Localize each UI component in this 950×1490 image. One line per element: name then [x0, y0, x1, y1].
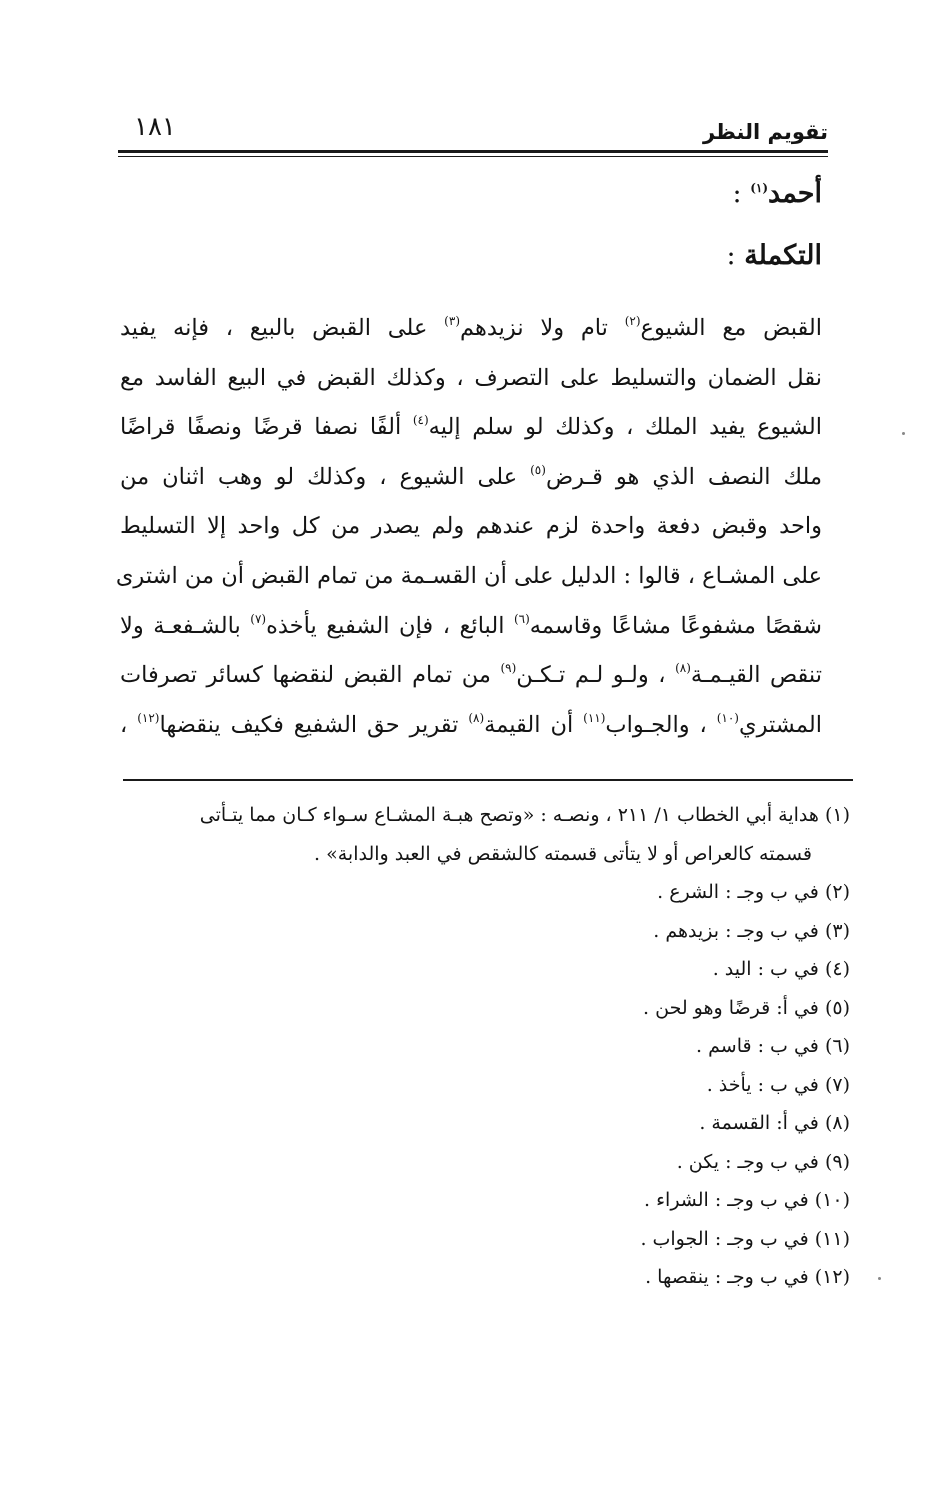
paragraph-line: القبض مع الشيوع$^{(٢)}$ تام ولا نزيدهم$^{(٣)}$ على القبض بالبيع ، فإنه يفيد [120, 314, 822, 341]
header-rule-thin [118, 156, 828, 157]
footnote-ref: (٧) [250, 611, 267, 626]
heading-ahmad [120, 174, 822, 214]
footnote-number: (١١) [814, 1227, 850, 1250]
footnote-separator [123, 779, 853, 781]
footnote-ref: (٨) [468, 710, 485, 725]
footnote-number: (٤) [824, 958, 850, 980]
footnote-number: (٥) [824, 996, 850, 1019]
paragraph-line: شقصًا مشفوعًا مشاعًا وقاسمه$^{(٦)}$ البائع ، فإن الشفيع يأخذه$^{(٧)}$ بالشـفعـة ولا [120, 611, 822, 639]
paragraph-line: تنقص القيـمـة$^{(٨)}$ ، ولـو لـم تـكـن$^{(٩)}$ من تمام القبض لنقضها كسائر تصرفات [120, 661, 822, 689]
footnote-text-continued: قسمته كالعراص أو لا يتأتى قسمته كالشقص في العبد والدابة» . [314, 842, 812, 865]
footnote-item [110, 796, 850, 873]
footnote-item [110, 1104, 850, 1143]
footnote-item [110, 873, 850, 912]
footnote-text: في ب وجـ : الشراء . [644, 1189, 809, 1211]
footnote-item [110, 1181, 850, 1220]
footnote-ref: (٥) [530, 462, 546, 477]
footnote-ref: (٨) [675, 661, 691, 676]
heading-colon: : [732, 178, 742, 209]
footnote-text: في ب : يأخذ . [706, 1073, 819, 1096]
paragraph-line: ملك النصف الذي هو قـرض$^{(٥)}$ على الشيوع ، وكذلك لو وهب اثنان من [120, 462, 822, 490]
scan-speck [902, 432, 905, 435]
footnote-text: في ب وجـ : الشرع . [657, 881, 819, 903]
footnote-ref: (١٠) [716, 710, 739, 725]
paragraph-line: واحد وقبض دفعة واحدة لزم عندهم ولم يصدر من كل واحد إلا التسليط [120, 513, 822, 540]
footnote-number: (١) [824, 804, 850, 826]
footnotes [110, 796, 850, 1297]
running-title: تقويم النظر [702, 120, 828, 144]
footnote-number: (١٠) [814, 1189, 850, 1211]
footnote-item [110, 1143, 850, 1182]
footnote-number: (٦) [824, 1035, 850, 1057]
footnote-number: (٣) [824, 919, 850, 942]
footnote-number: (٩) [824, 1150, 850, 1173]
footnote-item [110, 1220, 850, 1259]
heading-ahmad-text: أحمد [768, 178, 822, 209]
scan-speck [878, 1277, 881, 1280]
paragraph-line: المشتري$^{(١٠)}$ ، والجـواب$^{(١١)}$ أن القيمة$^{(٨)}$ تقرير حق الشفيع فكيف ينقضها$^{(١٢)}$ ، [120, 710, 822, 738]
footnote-text: في أ: قرضًا وهو لحن . [643, 996, 819, 1019]
footnote-ref: (٦) [513, 611, 530, 626]
footnote-text: في أ: القسمة . [699, 1112, 819, 1134]
paragraph-line: نقل الضمان والتسليط على التصرف ، وكذلك القبض في البيع الفاسد مع [120, 364, 822, 391]
footnote-item [110, 1066, 850, 1105]
main-text [115, 162, 822, 750]
footnote-ref: (٣) [444, 314, 460, 328]
footnote-ref: (١١) [583, 710, 606, 725]
heading-colon: : [726, 240, 736, 271]
footnote-ref: (٩) [500, 661, 517, 676]
footnote-item [110, 1258, 850, 1297]
footnote-number: (٧) [824, 1073, 850, 1096]
paragraph-line: الشيوع يفيد الملك ، وكذلك لو سلم إليه$^{(٤)}$ ألفًا نصفا قرضًا ونصفًا قراضًا [120, 413, 822, 441]
main-paragraph [115, 304, 822, 750]
footnote-number: (٢) [824, 881, 850, 903]
footnote-text: في ب وجـ : ينقصها . [645, 1266, 809, 1288]
paragraph-line: على المشـاع ، قالوا : الدليل على أن القسـمة من تمام القبض أن من اشترى [115, 562, 822, 589]
footnote-ref: (١) [750, 181, 769, 195]
page-number: ١٨١ [134, 112, 176, 142]
footnote-number: (١٢) [814, 1266, 850, 1288]
footnote-text: في ب وجـ : الجواب . [640, 1227, 809, 1250]
footnote-ref: (١٢) [137, 710, 160, 725]
footnote-ref: (٢) [624, 314, 641, 328]
footnote-item [110, 912, 850, 951]
footnote-text: هداية أبي الخطاب ١/ ٢١١ ، ونصـه : «وتصح هبـة المشـاع سـواء كـان مما يتـأتى [199, 804, 819, 826]
heading-takmila [120, 236, 822, 276]
running-header [118, 112, 828, 152]
footnote-text: في ب وجـ : يكن . [676, 1150, 819, 1173]
heading-takmila-text: التكملة [744, 240, 822, 271]
header-rule-thick [118, 150, 828, 153]
footnote-text: في ب : قاسم . [696, 1035, 819, 1057]
footnote-item [110, 950, 850, 989]
footnote-item [110, 1027, 850, 1066]
footnote-text: في ب وجـ : بزيدهم . [653, 919, 819, 942]
footnote-item [110, 989, 850, 1028]
footnote-text: في ب : اليد . [712, 958, 819, 980]
footnote-ref: (٤) [412, 413, 429, 428]
footnote-number: (٨) [824, 1112, 850, 1134]
